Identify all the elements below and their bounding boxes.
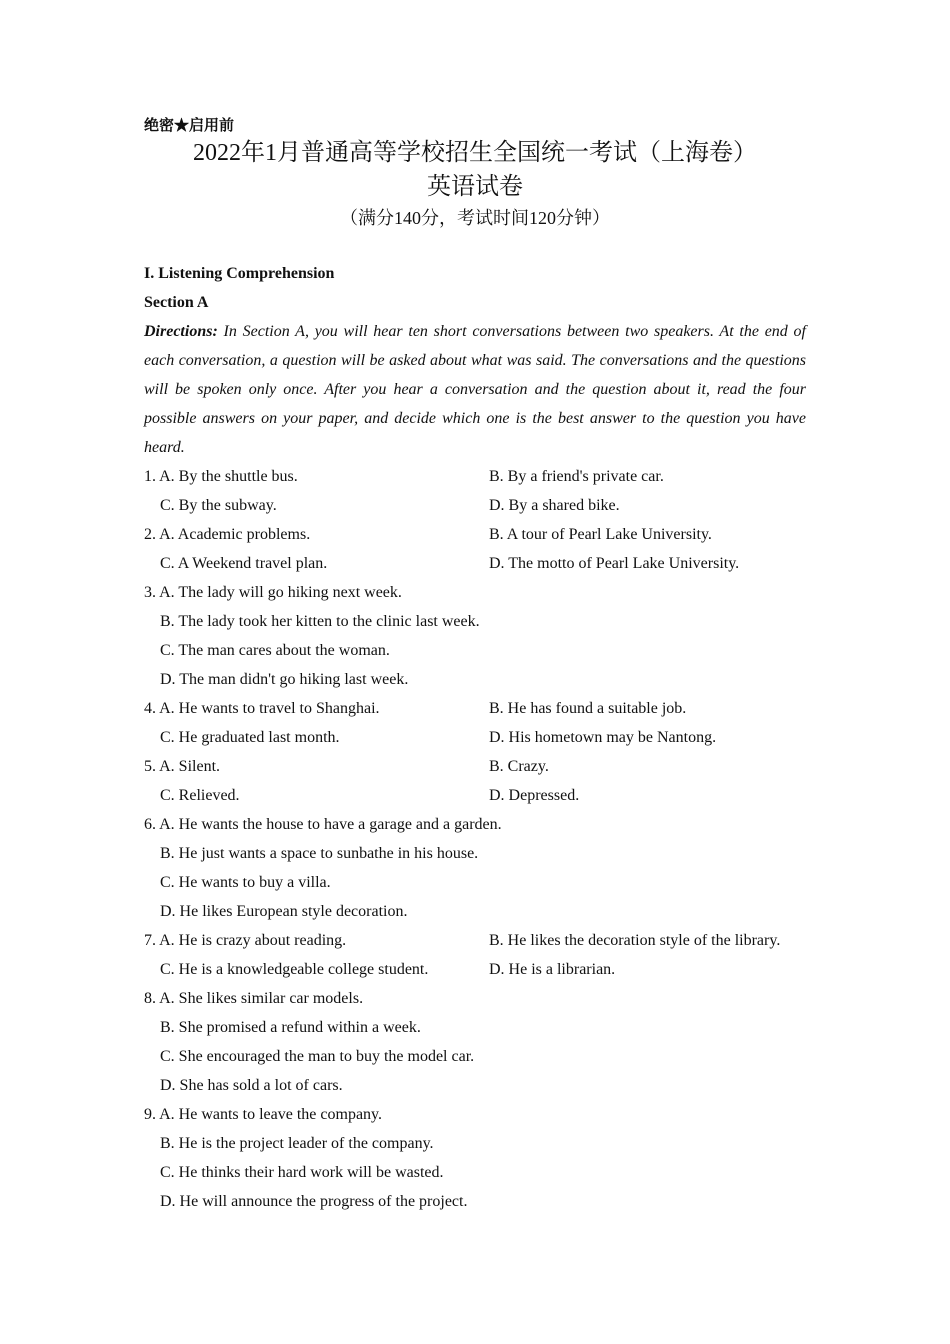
directions-label: Directions: xyxy=(144,323,218,340)
question-2-row-1 xyxy=(144,520,806,549)
q9-option-b: B. He is the project leader of the company. xyxy=(160,1135,434,1152)
question-5-row-1 xyxy=(144,752,806,781)
section-title: Section A xyxy=(144,294,209,311)
question-5-row-2 xyxy=(144,781,806,810)
q6-option-d: D. He likes European style decoration. xyxy=(160,903,408,920)
q6-option-b: B. He just wants a space to sunbathe in his house. xyxy=(160,845,479,862)
q1-option-c: C. By the subway. xyxy=(160,497,277,514)
q7-option-b: B. He likes the decoration style of the library. xyxy=(489,932,781,949)
q5-option-c: C. Relieved. xyxy=(160,787,240,804)
question-4-row-2 xyxy=(144,723,806,752)
q9-option-d: D. He will announce the progress of the project. xyxy=(160,1193,468,1210)
q4-option-d: D. His hometown may be Nantong. xyxy=(489,729,717,746)
q1-option-a: 1. A. By the shuttle bus. xyxy=(144,468,298,485)
q5-option-b: B. Crazy. xyxy=(489,758,549,775)
question-4-row-1 xyxy=(144,694,806,723)
q5-option-d: D. Depressed. xyxy=(489,787,580,804)
q2-option-a: 2. A. Academic problems. xyxy=(144,526,311,543)
question-2-row-2 xyxy=(144,549,806,578)
q8-option-b: B. She promised a refund within a week. xyxy=(160,1019,421,1036)
q4-option-c: C. He graduated last month. xyxy=(160,729,340,746)
q1-option-b: B. By a friend's private car. xyxy=(489,468,664,485)
q4-option-a: 4. A. He wants to travel to Shanghai. xyxy=(144,700,380,717)
q8-option-c: C. She encouraged the man to buy the model car. xyxy=(160,1048,475,1065)
question-7-row-2 xyxy=(144,955,806,984)
spacer xyxy=(144,232,806,259)
q2-option-d: D. The motto of Pearl Lake University. xyxy=(489,555,740,572)
secret-label: 绝密★启用前 xyxy=(144,118,235,134)
q3-option-d: D. The man didn't go hiking last week. xyxy=(160,671,409,688)
exam-subtitle: 英语试卷 xyxy=(427,174,523,200)
question-7-row-1 xyxy=(144,926,806,955)
question-1-row-2 xyxy=(144,491,806,520)
q3-option-c: C. The man cares about the woman. xyxy=(160,642,390,659)
score-note: （满分140分，考试时间120分钟） xyxy=(340,208,610,228)
q8-option-d: D. She has sold a lot of cars. xyxy=(160,1077,343,1094)
q6-option-a: 6. A. He wants the house to have a garage and a garden. xyxy=(144,816,502,833)
q7-option-c: C. He is a knowledgeable college student. xyxy=(160,961,429,978)
q1-option-d: D. By a shared bike. xyxy=(489,497,620,514)
exam-page xyxy=(144,116,806,1216)
q9-option-c: C. He thinks their hard work will be wasted. xyxy=(160,1164,444,1181)
q7-option-d: D. He is a librarian. xyxy=(489,961,616,978)
q7-option-a: 7. A. He is crazy about reading. xyxy=(144,932,347,949)
q9-option-a: 9. A. He wants to leave the company. xyxy=(144,1106,383,1123)
directions xyxy=(144,317,806,462)
directions-text: In Section A, you will hear ten short conversations between two speakers. At the end of each conversation, a question will be asked about what was said. The conversations and the questions will be spoken only once. After you hear a conversation and the question about it, read the four possible answers on your paper, and decide which one is the best answer to the question you have heard. xyxy=(144,323,806,456)
exam-title: 2022年1月普通高等学校招生全国统一考试（上海卷） xyxy=(193,140,757,166)
q3-option-a: 3. A. The lady will go hiking next week. xyxy=(144,584,402,601)
q3-option-b: B. The lady took her kitten to the clinic last week. xyxy=(160,613,480,630)
q2-option-c: C. A Weekend travel plan. xyxy=(160,555,328,572)
question-1-row-1 xyxy=(144,462,806,491)
q2-option-b: B. A tour of Pearl Lake University. xyxy=(489,526,712,543)
q6-option-c: C. He wants to buy a villa. xyxy=(160,874,331,891)
part-title: I. Listening Comprehension xyxy=(144,265,335,282)
q8-option-a: 8. A. She likes similar car models. xyxy=(144,990,364,1007)
q5-option-a: 5. A. Silent. xyxy=(144,758,221,775)
q4-option-b: B. He has found a suitable job. xyxy=(489,700,687,717)
